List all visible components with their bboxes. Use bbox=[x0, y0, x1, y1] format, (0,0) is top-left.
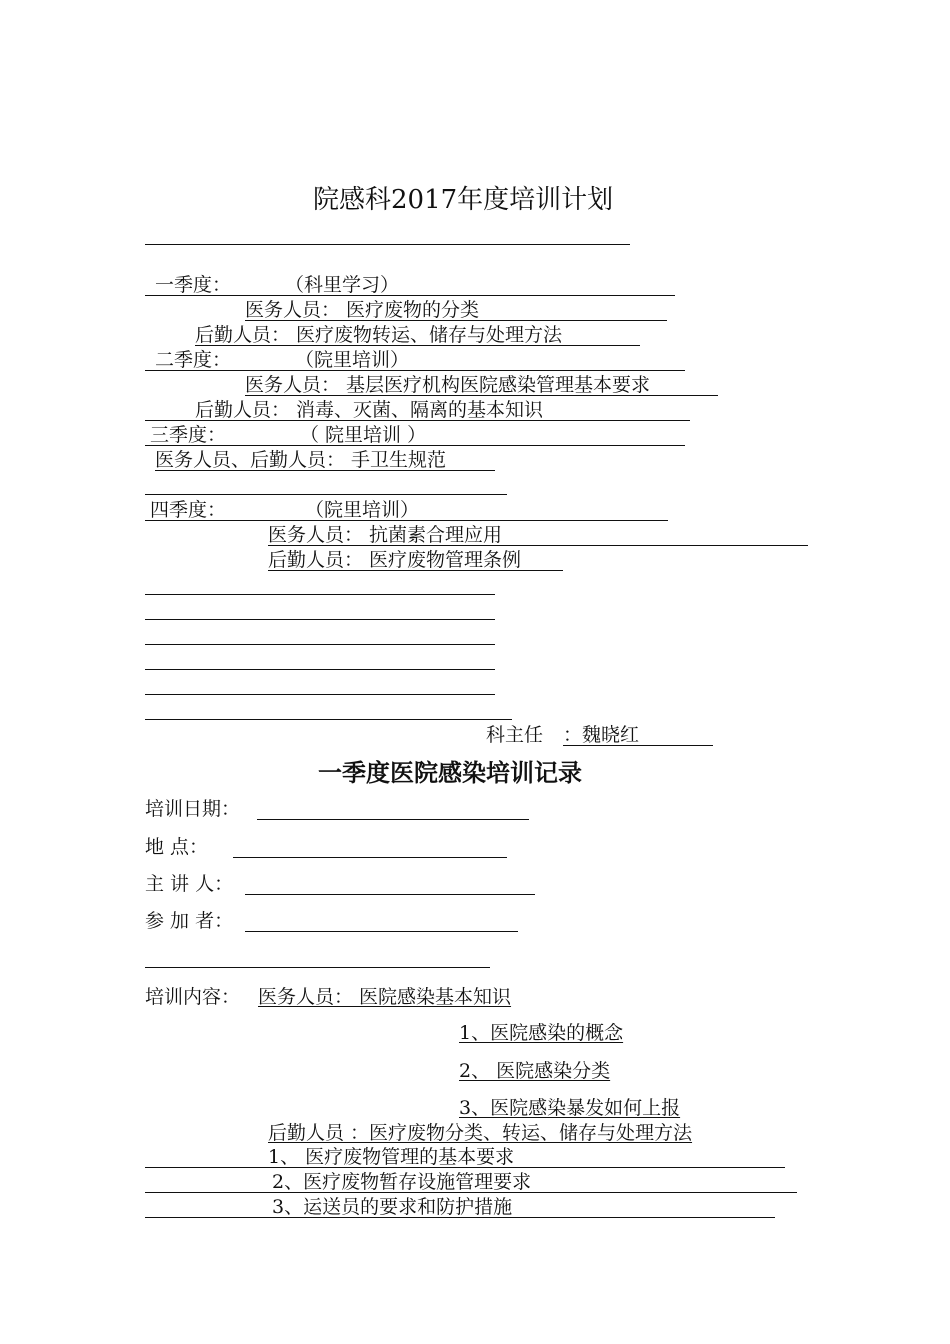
q2-medical: 医务人员： 基层医疗机构医院感染管理基本要求 bbox=[245, 374, 651, 396]
divider-line bbox=[145, 494, 507, 495]
q2-label: 二季度： bbox=[155, 349, 232, 371]
blank-line bbox=[145, 669, 495, 670]
logistics-item: 3、运送员的要求和防护措施 bbox=[272, 1196, 513, 1218]
q3-label: 三季度： bbox=[150, 424, 227, 446]
speaker-label: 主 讲 人： bbox=[145, 873, 234, 895]
plan-title: 院感科2017年度培训计划 bbox=[313, 185, 614, 215]
medical-topic: 医务人员： 医院感染基本知识 bbox=[258, 986, 512, 1008]
q4-logistics: 后勤人员： 医疗废物管理条例 bbox=[268, 549, 522, 571]
place-field-line bbox=[233, 857, 507, 858]
blank-line bbox=[145, 694, 495, 695]
q1-medical: 医务人员： 医疗废物的分类 bbox=[245, 299, 480, 321]
attendees-field-line bbox=[245, 931, 518, 932]
logistics-item: 1、 医疗废物管理的基本要求 bbox=[268, 1146, 515, 1168]
record-title: 一季度医院感染培训记录 bbox=[318, 758, 582, 787]
medical-item: 3、医院感染暴发如何上报 bbox=[459, 1097, 681, 1119]
blank-line bbox=[145, 719, 512, 720]
medical-item: 1、医院感染的概念 bbox=[459, 1022, 624, 1044]
director-label: 科主任 bbox=[486, 724, 544, 746]
medical-item: 2、 医院感染分类 bbox=[459, 1060, 611, 1082]
q1-logistics: 后勤人员： 医疗废物转运、储存与处理方法 bbox=[195, 324, 563, 346]
director-name: ：魏晓红 bbox=[563, 724, 640, 746]
blank-line bbox=[145, 594, 495, 595]
q2-logistics: 后勤人员： 消毒、灭菌、隔离的基本知识 bbox=[195, 399, 544, 421]
q4-type: （院里培训） bbox=[305, 499, 420, 521]
divider-line bbox=[145, 967, 490, 968]
attendees-label: 参 加 者： bbox=[145, 910, 234, 932]
speaker-field-line bbox=[245, 894, 535, 895]
blank-line bbox=[145, 619, 495, 620]
date-field-line bbox=[257, 819, 529, 820]
q3-type: （ 院里培训 ） bbox=[300, 424, 427, 446]
divider-line bbox=[145, 244, 630, 245]
date-label: 培训日期： bbox=[145, 798, 241, 820]
logistics-item: 2、医疗废物暂存设施管理要求 bbox=[272, 1171, 532, 1193]
logistics-topic: 后勤人员 ：医疗废物分类、转运、储存与处理方法 bbox=[268, 1122, 693, 1144]
q1-label: 一季度： bbox=[155, 274, 232, 296]
blank-line bbox=[145, 644, 495, 645]
content-label: 培训内容： bbox=[145, 986, 241, 1008]
place-label: 地 点： bbox=[145, 836, 209, 858]
q4-medical: 医务人员： 抗菌素合理应用 bbox=[268, 524, 503, 546]
q1-type: （科里学习） bbox=[285, 274, 400, 296]
q2-type: （院里培训） bbox=[295, 349, 410, 371]
q3-combined: 医务人员、后勤人员： 手卫生规范 bbox=[155, 449, 447, 471]
q4-label: 四季度： bbox=[150, 499, 227, 521]
